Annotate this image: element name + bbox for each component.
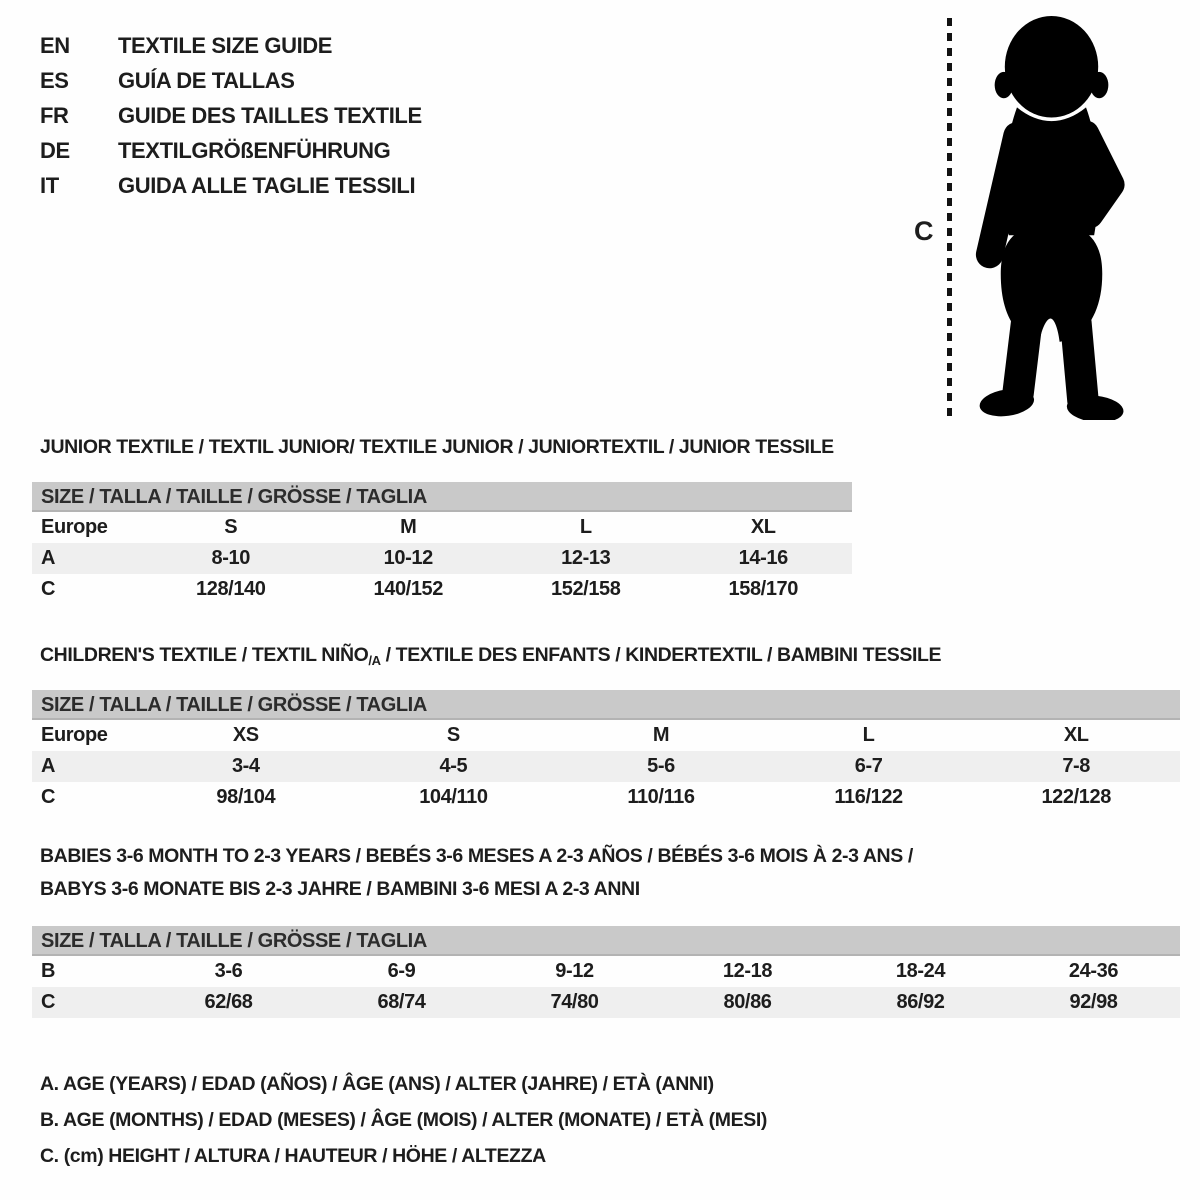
junior-section-title: JUNIOR TEXTILE / TEXTIL JUNIOR/ TEXTILE JUNIOR / JUNIORTEXTIL / JUNIOR TESSILE [40,436,834,458]
lang-row-it [40,168,422,203]
height-cell: 128/140 [196,578,266,600]
lang-title: GUÍA DE TALLAS [118,68,295,93]
height-cell: 122/128 [1041,786,1111,808]
children-title-subscript: /A [368,653,381,668]
row-label: Europe [41,516,108,538]
lang-title: TEXTILGRÖßENFÜHRUNG [118,138,391,163]
lang-row-en [40,28,422,63]
age-cell: 6-9 [387,960,416,982]
lang-title: GUIDA ALLE TAGLIE TESSILI [118,173,416,198]
age-cell: 18-24 [895,960,946,982]
height-cell: 140/152 [373,578,443,600]
age-cell: 14-16 [738,547,788,569]
table-row-height [32,782,1180,813]
table-row-age-months [32,956,1180,987]
age-cell: 8-10 [211,547,250,569]
legend-line-c: C. (cm) HEIGHT / ALTURA / HAUTEUR / HÖHE / ALTEZZA [40,1145,546,1167]
height-cell: 92/98 [1069,991,1118,1013]
height-cell: 86/92 [896,991,945,1013]
junior-size-table [32,482,852,605]
table-row-europe [32,720,1180,751]
table-row-europe [32,512,852,543]
height-cell: 62/68 [204,991,253,1013]
size-cell: XL [1063,724,1089,746]
lang-row-fr [40,98,422,133]
children-title-main: CHILDREN'S TEXTILE / TEXTIL NIÑO [40,644,369,666]
lang-code: IT [40,173,59,198]
babies-section-title [40,840,913,906]
height-cell: 80/86 [723,991,772,1013]
babies-size-header-bar: SIZE / TALLA / TAILLE / GRÖSSE / TAGLIA [32,926,1180,956]
size-cell: L [579,516,592,538]
size-cell: XS [232,724,259,746]
lang-row-es [40,63,422,98]
legend-line-a: A. AGE (YEARS) / EDAD (AÑOS) / ÂGE (ANS) / ALTER (JAHRE) / ETÀ (ANNI) [40,1073,714,1095]
lang-code: ES [40,68,69,93]
row-label: A [41,547,56,569]
size-cell: M [652,724,670,746]
height-cell: 158/170 [728,578,798,600]
lang-code: DE [40,138,70,163]
children-size-header-bar: SIZE / TALLA / TAILLE / GRÖSSE / TAGLIA [32,690,1180,720]
age-cell: 9-12 [555,960,594,982]
row-label: C [41,991,56,1013]
height-measure-label: C [914,216,934,246]
table-row-height [32,574,852,605]
row-label: B [41,960,56,982]
row-label: C [41,786,56,808]
lang-row-de [40,133,422,168]
table-row-age [32,751,1180,782]
lang-code: EN [40,33,70,58]
age-cell: 10-12 [383,547,433,569]
height-cell: 68/74 [377,991,426,1013]
height-measure-dashed-line [947,18,952,418]
toddler-silhouette-icon [962,14,1140,420]
height-cell: 74/80 [550,991,599,1013]
height-cell: 152/158 [551,578,621,600]
age-cell: 7-8 [1062,755,1091,777]
size-cell: XL [750,516,776,538]
row-label: C [41,578,56,600]
lang-title: TEXTILE SIZE GUIDE [118,33,333,58]
row-label: Europe [41,724,108,746]
age-cell: 12-18 [722,960,773,982]
children-section-title [40,644,941,672]
height-cell: 98/104 [216,786,276,808]
size-cell: S [446,724,460,746]
row-label: A [41,755,56,777]
height-cell: 110/116 [627,786,695,808]
babies-size-table [32,926,1180,1018]
legend-line-b: B. AGE (MONTHS) / EDAD (MESES) / ÂGE (MOIS) / ALTER (MONATE) / ETÀ (MESI) [40,1109,767,1131]
age-cell: 12-13 [561,547,611,569]
age-cell: 6-7 [854,755,883,777]
children-title-rest: / TEXTILE DES ENFANTS / KINDERTEXTIL / BAMBINI TESSILE [380,644,942,666]
babies-title-line1: BABIES 3-6 MONTH TO 2-3 YEARS / BEBÉS 3-6 MESES A 2-3 AÑOS / BÉBÉS 3-6 MOIS À 2-3 ANS / [40,845,913,867]
age-cell: 3-6 [214,960,243,982]
height-cell: 104/110 [419,786,488,808]
age-cell: 24-36 [1068,960,1119,982]
language-title-list [40,28,422,203]
size-cell: L [862,724,875,746]
lang-code: FR [40,103,69,128]
height-cell: 116/122 [834,786,903,808]
table-row-age [32,543,852,574]
babies-title-line2: BABYS 3-6 MONATE BIS 2-3 JAHRE / BAMBINI 3-6 MESI A 2-3 ANNI [40,878,640,900]
age-cell: 3-4 [231,755,260,777]
lang-title: GUIDE DES TAILLES TEXTILE [118,103,422,128]
age-cell: 5-6 [647,755,675,777]
junior-size-header-bar: SIZE / TALLA / TAILLE / GRÖSSE / TAGLIA [32,482,852,512]
measurement-legend [40,1066,767,1174]
age-cell: 4-5 [439,755,468,777]
children-size-table [32,690,1180,813]
size-cell: S [224,516,238,538]
table-row-height [32,987,1180,1018]
size-cell: M [400,516,417,538]
